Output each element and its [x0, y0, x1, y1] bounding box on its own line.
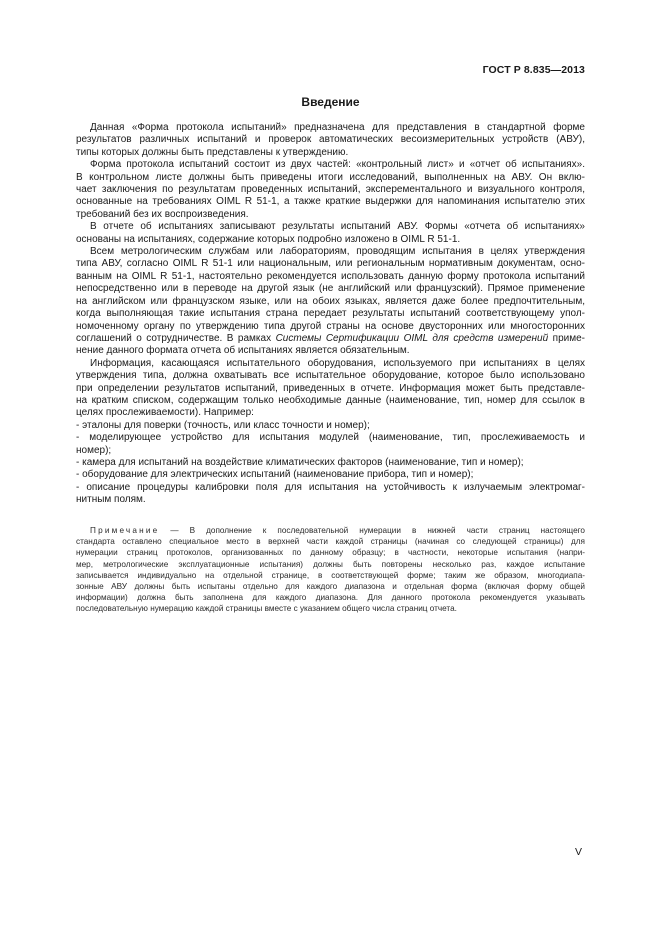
- list-item-continuation: нитным полям.: [76, 494, 146, 506]
- text-line: нение данного формата отчета об испытаниях является обязательным.: [76, 345, 410, 357]
- footnote: [76, 525, 585, 615]
- text-line: целях прослеживаемости). Например:: [76, 407, 254, 419]
- text-line: Информация, касающаяся испытательного оборудования, используемого при испытаниях в целях: [90, 357, 585, 369]
- text-line: когда выполняющая такие испытания страна передает результаты испытаний соответствующему упол-: [76, 308, 585, 320]
- text-line: последовательную нумерацию каждой страницы вместе с указанием общего числа страниц отчета.: [76, 604, 457, 614]
- text-line: В контрольном листе должны быть приведены итоги исследований, выполненных на АВУ. Он вклю-: [76, 171, 585, 183]
- text-line: требований без их воспроизведения.: [76, 208, 249, 220]
- text-line: ванным на OIML R 51-1, настоятельно рекомендуется использовать данную форму протокола испытаний: [76, 270, 585, 282]
- list-item: - камера для испытаний на воздействие климатических факторов (наименование, тип и номер);: [76, 456, 524, 468]
- text-line: основаны на испытаниях, содержание которых подробно изложено в OIML R 51-1.: [76, 233, 461, 245]
- text-line: [76, 333, 585, 345]
- list-item-continuation: номер);: [76, 444, 112, 456]
- text-line: записывается индивидуально на отдельной странице, в соответствующей форме; таким же образом, многодиапа-: [76, 570, 585, 580]
- list-item: - оборудование для электрических испытаний (наименование прибора, тип и номер);: [76, 469, 474, 481]
- text-line: при определении результатов испытаний, приведенных в отчете. Информация может быть представле-: [76, 382, 585, 394]
- text-line: на кратким списком, содержащим только необходимые данные (наименование, тип, номер для ссылок в: [76, 394, 585, 406]
- page-number: V: [574, 846, 582, 858]
- document-code: ГОСТ Р 8.835—2013: [482, 64, 585, 76]
- list-item: - моделирующее устройство для испытания модулей (наименование, тип, прослеживаемость и: [76, 432, 585, 444]
- text-line: В отчете об испытаниях записывают результаты испытаний АВУ. Формы «отчета об испытаниях»: [90, 221, 585, 233]
- list-item: - эталоны для поверки (точность, или класс точности и номер);: [76, 419, 370, 431]
- text-fragment: приме-: [548, 332, 586, 344]
- equipment-list: [76, 420, 585, 507]
- text-line: нумерации страниц протоколов, организованных по данному образцу; в частности, некоторые испытания (напри-: [76, 548, 585, 558]
- text-line: [76, 525, 585, 536]
- text-line: типа АВУ, согласно OIML R 51-1 или национальным, или региональным нормативным документам, осно-: [76, 258, 585, 270]
- text-line: на английском или французском языке, или на обоих языках, является даже более предпочтительным,: [76, 295, 585, 307]
- text-fragment: соглашений о сотрудничестве. В рамках: [76, 332, 276, 344]
- paragraph: [76, 358, 585, 420]
- text-fragment: — В дополнение к последовательной нумерации в нижней части страниц настоящего: [170, 526, 585, 535]
- text-line: результатов различных испытаний и проверок автоматических весоизмерительных устройств (АВУ),: [76, 134, 585, 146]
- text-line: информации) должна быть заполнена для каждого диапазона. Для данного протокола рекомендуется указывать: [76, 593, 585, 603]
- paragraph: [76, 122, 585, 159]
- note-label: Примечание: [90, 526, 160, 535]
- italic-reference: Системы Сертификации OIML для средств измерений: [275, 332, 549, 344]
- text-line: мер, метрологические эксплуатационные испытания) должны быть повторены несколько раз, каждое испытание: [76, 559, 585, 569]
- text-line: основанные на требованиях OIML R 51-1, а также краткие выдержки для напоминания испытателю этих: [76, 196, 585, 208]
- text-line: Форма протокола испытаний состоит из двух частей: «контрольный лист» и «отчет об испытаниях».: [90, 159, 585, 171]
- text-line: Данная «Форма протокола испытаний» предназначена для представления в стандартной форме: [90, 122, 585, 133]
- section-title: Введение: [301, 95, 360, 109]
- text-line: зонные АВУ должны быть испытаны отдельно для каждого диапазона и отдельная форма (включая форму общей: [76, 582, 585, 592]
- body-text: [76, 122, 585, 507]
- paragraph: [76, 159, 585, 221]
- text-line: непосредственно или в переводе на другой язык (не английский или французский). Прямое применение: [76, 283, 585, 295]
- text-line: стандарта оставлено специальное место в верхней части каждой страницы (начиная со следующей страницы) для: [76, 537, 585, 547]
- list-item: - описание процедуры калибровки поля для испытания на устойчивость к излучаемым электромаг-: [76, 481, 585, 493]
- paragraph: [76, 221, 585, 246]
- text-line: Всем метрологическим службам или лабораториям, проводящим испытания в целях утверждения: [90, 246, 585, 258]
- text-line: утверждения типа, должна охватывать все испытательное оборудование, которое было использовано: [76, 370, 585, 382]
- text-line: номоченному органу по утверждению типа другой страны на основе двусторонних или многосторонних: [76, 320, 585, 332]
- text-line: чает заключения по результатам проведенных испытаний, эксперементального и визуального контроля,: [76, 184, 585, 196]
- paragraph: [76, 246, 585, 358]
- text-line: типы которых должны быть представлены к утверждению.: [76, 146, 349, 158]
